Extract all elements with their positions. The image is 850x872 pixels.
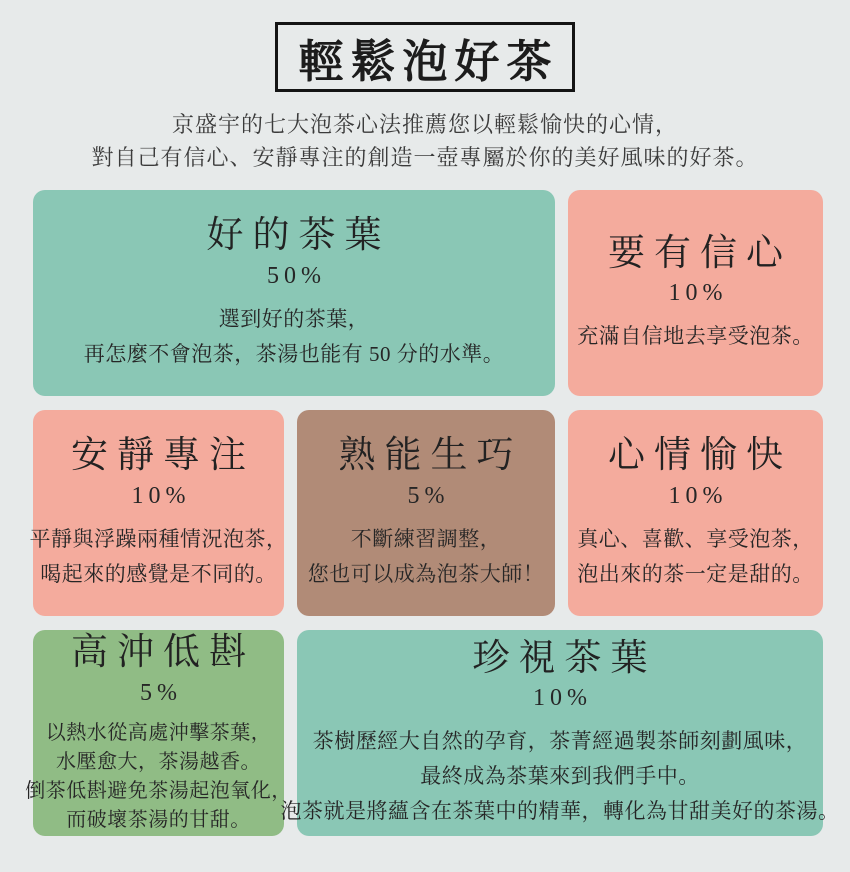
card-percent: 10%	[668, 280, 728, 307]
card-title: 心情愉快	[608, 435, 792, 477]
subtitle-line-1: 京盛宇的七大泡茶心法推薦您以輕鬆愉快的心情，	[171, 112, 678, 137]
card-body	[577, 319, 814, 354]
card-percent: 5%	[140, 679, 182, 706]
card-body-line: 喝起來的感覺是不同的。	[40, 561, 277, 586]
card-body-line: 倒茶低斟避免茶湯起泡氧化，	[25, 779, 292, 802]
card-body-line: 再怎麼不會泡茶，茶湯也能有 50 分的水準。	[83, 341, 505, 366]
card-practice-makes-perfect	[297, 410, 555, 616]
card-title: 好的茶葉	[206, 215, 391, 257]
page-title: 輕鬆泡好茶	[298, 36, 559, 87]
card-body-line: 茶樹歷經大自然的孕育，茶菁經過製茶師刻劃風味，	[312, 729, 808, 754]
card-body	[577, 522, 814, 592]
card-body	[281, 724, 840, 829]
card-body	[25, 719, 292, 835]
card-body-line: 最終成為茶葉來到我們手中。	[420, 764, 700, 789]
card-title: 熟能生巧	[338, 435, 523, 477]
card-percent: 5%	[407, 482, 450, 509]
card-body-line: 平靜與浮躁兩種情況泡茶，	[29, 526, 288, 551]
card-good-tea-leaves	[33, 190, 555, 396]
card-body-line: 真心、喜歡、享受泡茶，	[577, 526, 814, 551]
subtitle-line-2: 對自己有信心、安靜專注的創造一壺專屬於你的美好風味的好茶。	[91, 145, 759, 170]
card-body-line: 不斷練習調整，	[350, 526, 502, 551]
card-percent: 10%	[533, 685, 592, 712]
subtitle	[0, 108, 850, 174]
card-percent: 50%	[267, 262, 326, 289]
cards-grid	[25, 190, 840, 836]
card-title: 安靜專注	[71, 435, 255, 477]
card-treasure-tea-leaves	[280, 630, 840, 836]
card-body-line: 泡出來的茶一定是甜的。	[577, 561, 814, 586]
card-high-pour-low-decant	[25, 630, 292, 836]
card-calm-focus	[29, 410, 288, 616]
card-happy-mood	[568, 410, 823, 616]
card-body-line: 而破壞茶湯的甘甜。	[66, 808, 251, 831]
title-box	[275, 22, 575, 92]
card-body-line: 泡茶就是將蘊含在茶葉中的精華，轉化為甘甜美好的茶湯。	[280, 799, 840, 824]
card-title: 珍視茶葉	[472, 637, 657, 679]
card-title: 要有信心	[608, 232, 792, 274]
card-body-line: 以熱水從高處沖擊茶葉，	[45, 721, 272, 744]
card-body-line: 水壓愈大，茶湯越香。	[56, 750, 261, 773]
card-body-line: 您也可以成為泡茶大師！	[307, 561, 545, 586]
card-body	[30, 522, 288, 592]
card-have-confidence	[568, 190, 823, 396]
card-body-line: 選到好的茶葉，	[218, 306, 370, 331]
card-body	[84, 302, 505, 372]
card-body	[308, 522, 545, 592]
card-body-line: 充滿自信地去享受泡茶。	[577, 324, 814, 349]
card-percent: 10%	[131, 482, 191, 509]
infographic-page	[0, 22, 850, 872]
card-percent: 10%	[668, 482, 728, 509]
card-title: 高沖低斟	[71, 632, 255, 674]
